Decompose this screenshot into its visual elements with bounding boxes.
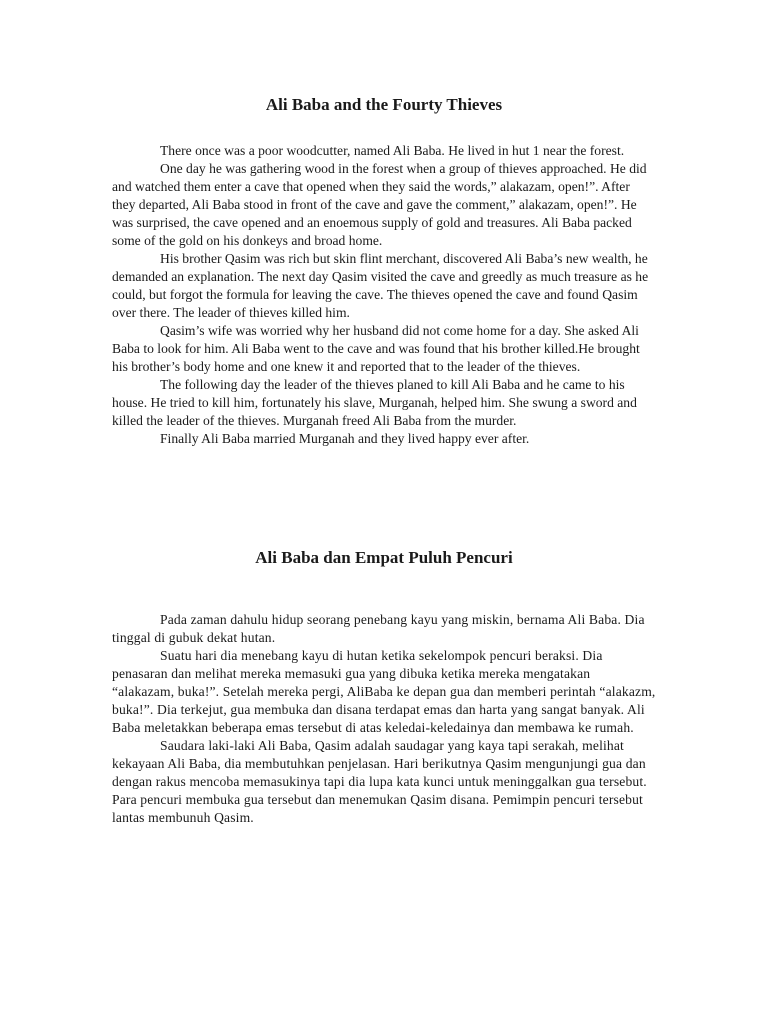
- indonesian-paragraph-2: Suatu hari dia menebang kayu di hutan ketika sekelompok pencuri beraksi. Dia penasaran dan melihat mereka memasuki gua yang dibuka ketika mereka mengatakan “alakazam, buka!”. Setelah mereka pergi, AliBaba ke depan gua dan memberi perintah “alakazm, buka!”. Dia terkejut, gua membuka dan disana terdapat emas dan harta yang sangat banyak. Ali Baba meletakkan beberapa emas tersebut di atas keledai-keledainya dan membawa ke rumah.: [112, 648, 656, 735]
- english-paragraph-4: Qasim’s wife was worried why her husband did not come home for a day. She asked Ali Baba to look for him. Ali Baba went to the cave and was found that his brother killed.He brought his brother’s body home and one knew it and reported that to the leader of the thieves.: [112, 323, 640, 374]
- english-paragraph-5: The following day the leader of the thieves planed to kill Ali Baba and he came to his house. He tried to kill him, fortunately his slave, Murganah, helped him. She swung a sword and killed the leader of the thieves. Murganah freed Ali Baba from the murder.: [112, 377, 637, 428]
- english-paragraph-3: His brother Qasim was rich but skin flint merchant, discovered Ali Baba’s new wealth, he demanded an explanation. The next day Qasim visited the cave and greedly as much treasure as he could, but forgot the formula for leaving the cave. The thieves opened the cave and found Qasim over there. The leader of thieves killed him.: [112, 251, 649, 320]
- indonesian-paragraph-1: Pada zaman dahulu hidup seorang penebang kayu yang miskin, bernama Ali Baba. Dia tinggal di gubuk dekat hutan.: [112, 612, 645, 645]
- indonesian-title: Ali Baba dan Empat Puluh Pencuri: [255, 548, 513, 567]
- english-paragraph-2: One day he was gathering wood in the forest when a group of thieves approached. He did and watched them enter a cave that opened when they said the words,” alakazam, open!”. After they departed, Ali Baba stood in front of the cave and gave the comment,” alakazam, open!”. He was surprised, the cave opened and an enoemous supply of gold and treasures. Ali Baba packed some of the gold on his donkeys and broad home.: [112, 161, 647, 248]
- indonesian-story: [112, 611, 656, 827]
- english-title: Ali Baba and the Fourty Thieves: [265, 95, 503, 114]
- english-paragraph-6: Finally Ali Baba married Murganah and they lived happy ever after.: [160, 431, 530, 446]
- english-story: [112, 142, 656, 448]
- english-paragraph-1: There once was a poor woodcutter, named Ali Baba. He lived in hut 1 near the forest.: [160, 143, 625, 158]
- indonesian-paragraph-3: Saudara laki-laki Ali Baba, Qasim adalah saudagar yang kaya tapi serakah, melihat kekayaan Ali Baba, dia membutuhkan penjelasan. Hari berikutnya Qasim mengunjungi gua dan dengan rakus mencoba memasukinya tapi dia lupa kata kunci untuk meninggalkan gua tersebut. Para pencuri membuka gua tersebut dan menemukan Qasim disana. Pemimpin pencuri tersebut lantas membunuh Qasim.: [112, 738, 647, 825]
